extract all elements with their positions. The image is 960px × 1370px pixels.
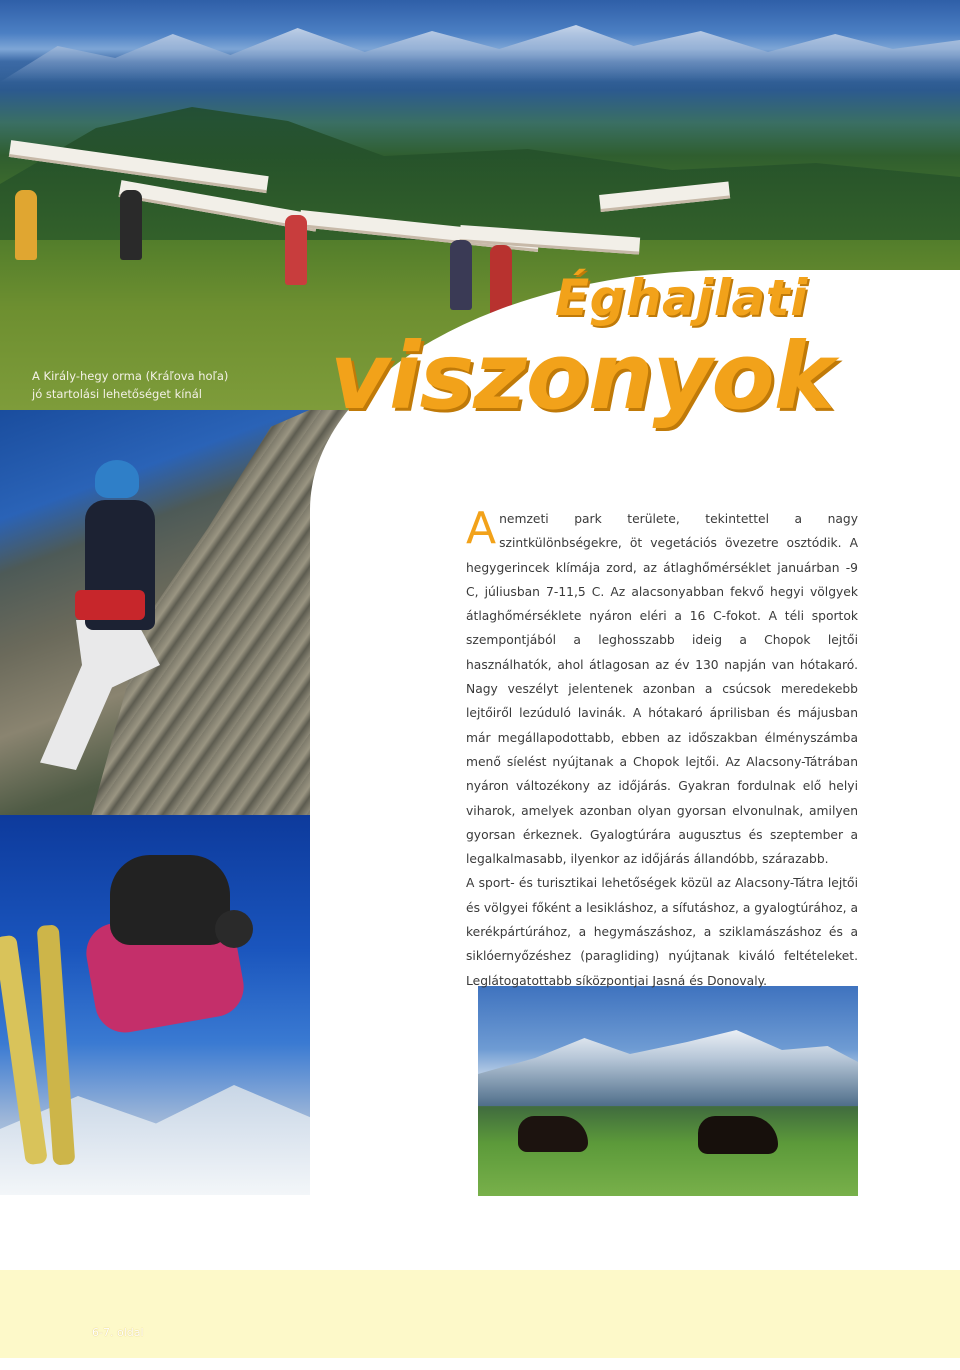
paragraph-text: A sport- és turisztikai lehetőségek közül az Alacsony-Tátra lejtői és völgyei főként a lesikláshoz, a sífutáshoz, a gyalogtúrához, a kerékpártúrához, a hegymászáshoz, a sziklamászáshoz és a siklóernyőzéshez (paragliding) nyújtanak kiváló feltételeket. Leglátogatottabb síközpontjai Jasná és Donovaly.	[466, 876, 858, 988]
page-number: 6-7. oldal	[92, 1326, 144, 1339]
climber-helmet	[95, 460, 139, 498]
paragraph-text: nemzeti park területe, tekintettel a nagy szintkülönbségekre, öt vegetációs övezetre osztódik. A hegygerincek klímája zord, az átlaghőmérséklet januárban -9 C, júliusban 7-11,5 C. Az alacsonyabban fekvő hegyi völgyek átlaghőmérséklete nyáron eléri a 16 C-fokot. A téli sportok szempontjából a leghosszabb ideig a Chopok lejtői használhatók, ahol átlagosan az év 130 napján van hótakaró. Nagy veszélyt jelentenek azonban a csúcsok meredekebb lejtőiről lezúduló lavinák. A hótakaró áprilisban és májusban már megállapodottabb, ebben az időszakban élményszámba menő síelést nyújtanak a Chopok lejtői. Az Alacsony-Tátrában nyáron változékony az időjárás. Gyakran fordulnak elő helyi viharok, amelyek azonban olyan gyorsan elvonulnak, amilyen gyorsan érkeznek. Gyalogtúrára augusztus és szeptember a legalkalmasabb, ilyenkor az időjárás állandóbb, szárazabb.	[466, 512, 858, 867]
pilot-figure	[120, 190, 142, 260]
paragraph	[466, 503, 858, 871]
pilot-figure	[490, 245, 512, 315]
page-title-line2: viszonyok	[330, 323, 834, 430]
skier-head	[215, 910, 253, 948]
mountain-range	[0, 22, 960, 82]
pilot-figure	[450, 240, 472, 310]
skier-backpack	[110, 855, 230, 945]
pilot-figure	[285, 215, 307, 285]
horse-rider	[518, 1116, 588, 1152]
footer-band	[0, 1270, 960, 1358]
photo-caption: A Király-hegy orma (Kráľova hoľa) jó startolási lehetőséget kínál	[32, 369, 229, 401]
drop-cap: A	[466, 503, 497, 554]
paragraph	[466, 871, 858, 992]
snowy-mountain	[478, 1026, 858, 1106]
climber-harness	[75, 590, 145, 620]
page-title-line1: Éghajlati	[555, 269, 808, 327]
article-body	[466, 503, 858, 993]
horse-rider	[698, 1116, 778, 1154]
pilot-figure	[15, 190, 37, 260]
horse-riding-photo	[478, 986, 858, 1196]
